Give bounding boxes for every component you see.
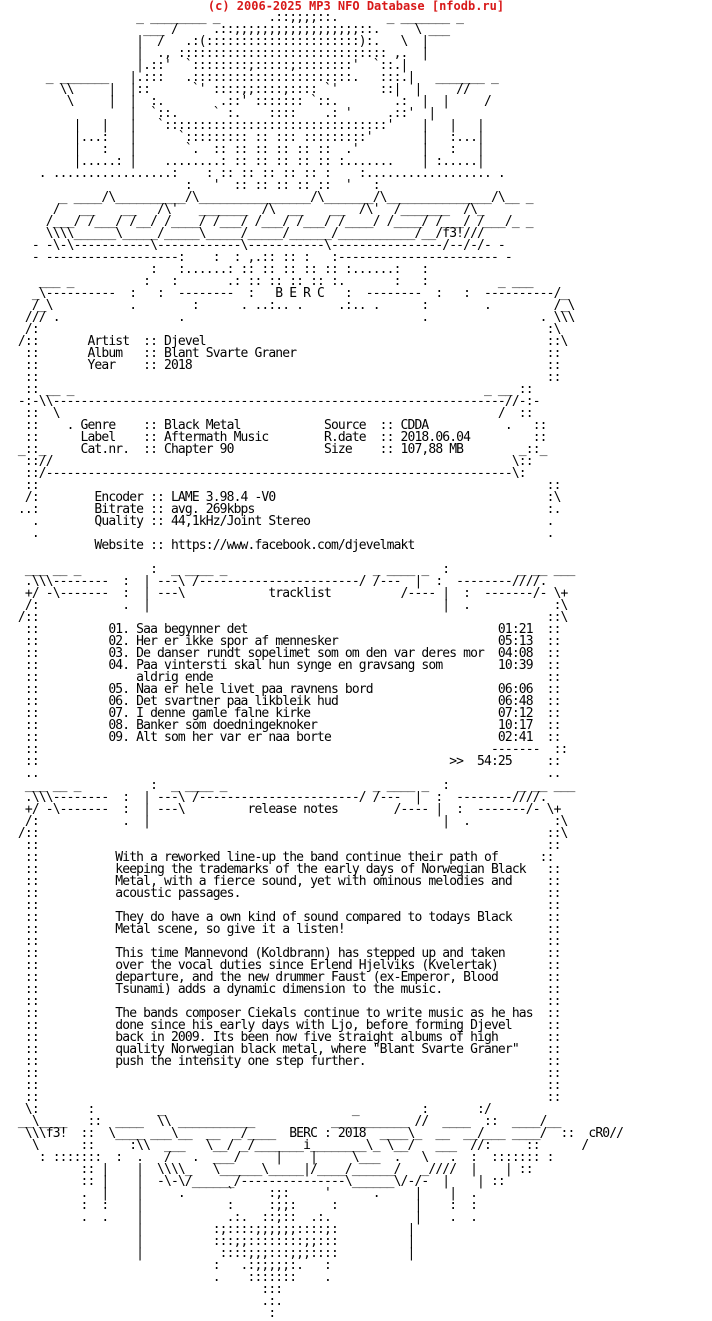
nfo-ascii-art: _ ________ _ .::;;;;::. _ _______ _ ___ / .::;;;;;;;;;;;;;;;;;;::. \ ___ | / .:(::::::::::::::::::::::):. \ | | ., :::::::::::::::::::::::::::::: ,. | |.::' `::::::::;:::::;::::::::' `::.| _ _______ |.::: .:::::::::::::::::::::::. :::.| _______ _ \\ | |:: `' ::::;;::::;:::: `' ::| | // \ | | :. .::' ::::::: `::. .: | | / | `::. ` :. :::: .: ' .::' | | | | `::::::::::::::::::::::::::::::::' | | | |...: | `::::::::: :: ::: :::::::::' | :...| | : | `. :: :: :: :: :: :: .' | : | |.....: | ........: :: :: :: :: :: :....... | :.....| . .................: : :: :: :: :: :: : :.................. . : ' :: :: :: :: :: ' : _ ____/\__________/\________________/\_______/\_______________/\__ _ / __ __ /\' _______ /\ __ __ /\' /_______ /\_ /___/ /___/ /__/ /____/ /___/ /___/ /___/ /____/ /____/ /___/ /___/_ _ \\\\______\_____/_____\_____/_____/______/___________/__/f3!/// - -\-\-----------\------------\-----------\----------------/--/-/- - - -------------------: : : ,.:: :: : :----------------------- - : :......: :: :: :: :: :: :......: : ___ _ : : .: :: :: :: :: :. : : _ ___ _\---------- : : -------- : B E R C : -------- : : ----------/_ /_\ . : . ..:.. . .:.. . : . /_\ /// . . . . \\\ /: :\ /:: Artist :: Djevel ::\ :: Album :: Blant Svarte Graner :: :: Year :: 2018 :: :: :: :: __ _ _ __ :: -:-\\-----------------------------------------------------------------//-:- :: \ / :: :: . Genre :: Black Metal Source :: CDDA . :: :: Label :: Aftermath Music R.date :: 2018.06.04 :: _::_ Cat.nr. :: Chapter 90 Size :: 107,88 MB _::_ ::// \:: ::/-------------------------------------------------------------------\: :: :: /: Encoder :: LAME 3.98.4 -V0 :\ ..: Bitrate :: avg. 269kbps :. . Quality :: 44,1kHz/Joint Stereo . . . Website :: https://www.facebook.com/djevelmakt ___ __ _ : _ ____ _ _ ____ _ : _ __ ___ .\\\-------- : | ---\ /-----------------------/ /--- | : --------////. +/ -\------- : | ---\ tracklist /---- | : -------/- \+ /: . | | . :\ /:: ::\ :: 01. Saa begynner det 01:21 :: :: 02. Her er ikke spor af mennesker 05:13 :: :: 03. De danser rundt sopelimet som om den var deres mor 04:08 :: :: 04. Paa vintersti skal hun synge en gravsang som 10:39 :: :: aldrig ende :: :: 05. Naa er hele livet paa ravnens bord 06:06 :: :: 06. Det svartner paa likbleik hud 06:48 :: :: 07. I denne gamle falne kirke 07:12 :: :: 08. Banker som doedningeknoker 10:17 :: :: 09. Alt som her var er naa borte 02:41 :: :: ------- :: :: >> 54:25 :: .. .. ___ __ _ : _ ____ _ _ ____ _ : _ __ ___ .\\\-------- : | ---\ /-----------------------/ /--- | : --------////. +/ -\------- : | ---\ release notes /---- | : -------/- \+ /: . | | . :\ /:: ::\ :: :: :: With a reworked line-up the band continue their path of :: :: keeping the trademarks of the early days of Norwegian Black :: :: Metal, with a fierce sound, yet with ominous melodies and :: :: acoustic passages. :: :: :: :: They do have a own kind of sound compared to todays Black :: :: Metal scene, so give it a listen! :: :: :: :: This time Mannevond (Koldbrann) has stepped up and taken :: :: over the vocal duties since Erlend Hjelviks (Kvelertak) :: :: departure, and the new drummer Faust (ex-Emperor, Blood :: :: Tsunami) adds a dynamic dimension to the music. :: :: :: :: The bands composer Ciekals continue to write music as he has :: :: done since his early days with Ljo, before forming Djevel :: :: back in 2009. Its been now five straight albums of high :: :: quality Norwegian black metal, where "Blant Svarte Graner" :: :: push the intensity one step further. :: :: :: :: :: :: :: \: : _ _ : :/ __\____ :: ____ \\ ___________ ___________ // ____ :: ____/__ \\\f3! :: \____ ___\__ __ _/____ BERC : 2018 ____\_ __ __/___ ____/ :: cR0// \ :: :\\ ___ \__/ _/_______i________\_ \__/ ___ //: :: / : ::::::: : . / . ___/ | | \___ . \ . : ::::::: : :: | | \\\\_ \______\_____|/____/______/ _//// | | :: :: | | -\-\/______/---------------\______\/-/- | | :: . | | . ` :;: ' . | | . : : | : :;;: : | : : . . | .:. ::;:: .:. | . . | :;::::;;;;;;::::;: | | :::;;::::::::;;::: | | ::::;;;:::;;;:::: | : .:;;;;;:. : . ::::::: . ::: .:. : [17,10,624,1321]
source-credit-header: (c) 2006-2025 MP3 NFO Database [nfodb.ru] [207,0,505,13]
